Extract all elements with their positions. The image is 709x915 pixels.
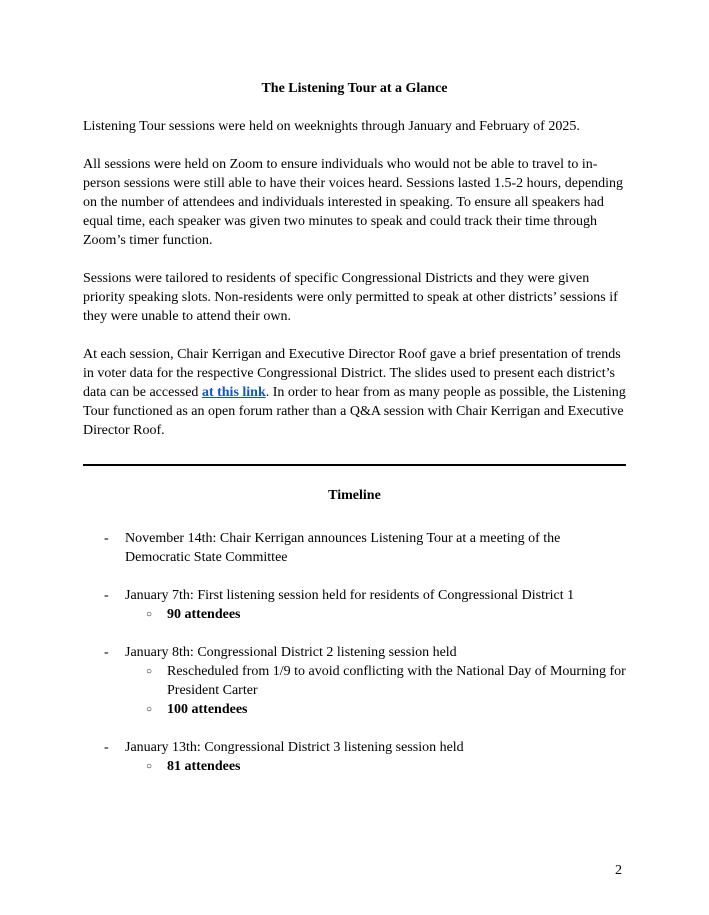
circle-bullet-icon: ○ bbox=[146, 666, 153, 677]
timeline-list bbox=[83, 529, 626, 776]
dash-bullet-icon: - bbox=[104, 588, 109, 603]
circle-bullet-icon: ○ bbox=[146, 704, 153, 715]
timeline-item-text: November 14th: Chair Kerrigan announces Listening Tour at a meeting of the Democratic State Committee bbox=[125, 531, 561, 565]
timeline-subitem-text: Rescheduled from 1/9 to avoid conflicting with the National Day of Mourning for President Carter bbox=[167, 664, 626, 698]
document-title: The Listening Tour at a Glance bbox=[261, 81, 448, 96]
paragraph-presentation-after-link: . In order to hear from as many people as possible, the Listening Tour functioned as an open forum rather than a Q&A session with Chair Kerrigan and Executive Director Roof. bbox=[83, 385, 626, 438]
circle-bullet-icon: ○ bbox=[146, 609, 153, 620]
paragraph-presentation-before-link: At each session, Chair Kerrigan and Executive Director Roof gave a brief presentation of trends in voter data for the respective Congressional District. The slides used to present each district’s data can be accessed bbox=[83, 347, 621, 400]
paragraph-intro: Listening Tour sessions were held on weeknights through January and February of 2025. bbox=[83, 119, 580, 134]
timeline-subitem-text: 100 attendees bbox=[167, 702, 248, 717]
slides-link[interactable]: at this link bbox=[201, 385, 266, 400]
timeline-item-text: January 13th: Congressional District 3 listening session held bbox=[125, 740, 464, 755]
paragraph-presentation bbox=[83, 345, 626, 440]
page-number: 2 bbox=[615, 863, 622, 878]
section-divider bbox=[83, 464, 626, 466]
timeline-item-text: January 8th: Congressional District 2 listening session held bbox=[125, 645, 457, 660]
timeline-item bbox=[83, 586, 626, 624]
timeline-item-row bbox=[83, 529, 626, 567]
timeline-subitem-text: 90 attendees bbox=[167, 607, 241, 622]
dash-bullet-icon: - bbox=[104, 531, 109, 546]
timeline-item-row bbox=[83, 586, 626, 605]
timeline-subitem-row bbox=[83, 662, 626, 700]
timeline-subitem-row bbox=[83, 757, 626, 776]
timeline-subitem-row bbox=[83, 605, 626, 624]
timeline-heading: Timeline bbox=[328, 488, 381, 503]
dash-bullet-icon: - bbox=[104, 740, 109, 755]
timeline-item bbox=[83, 529, 626, 567]
timeline-item-row bbox=[83, 738, 626, 757]
timeline-subitem-row bbox=[83, 700, 626, 719]
circle-bullet-icon: ○ bbox=[146, 761, 153, 772]
dash-bullet-icon: - bbox=[104, 645, 109, 660]
timeline-subitem-text: 81 attendees bbox=[167, 759, 241, 774]
paragraph-zoom-sessions: All sessions were held on Zoom to ensure individuals who would not be able to travel to in-person sessions were still able to have their voices heard. Sessions lasted 1.5-2 hours, depending on the number of attendees and individuals interested in speaking. To ensure all speakers had equal time, each speaker was given two minutes to speak and could track their time through Zoom’s timer function. bbox=[83, 157, 624, 248]
timeline-item-text: January 7th: First listening session held for residents of Congressional District 1 bbox=[125, 588, 575, 603]
timeline-item bbox=[83, 643, 626, 719]
timeline-item-row bbox=[83, 643, 626, 662]
paragraph-tailored-sessions: Sessions were tailored to residents of specific Congressional Districts and they were given priority speaking slots. Non-residents were only permitted to speak at other districts’ sessions if they were unable to attend their own. bbox=[83, 271, 618, 324]
timeline-item bbox=[83, 738, 626, 776]
